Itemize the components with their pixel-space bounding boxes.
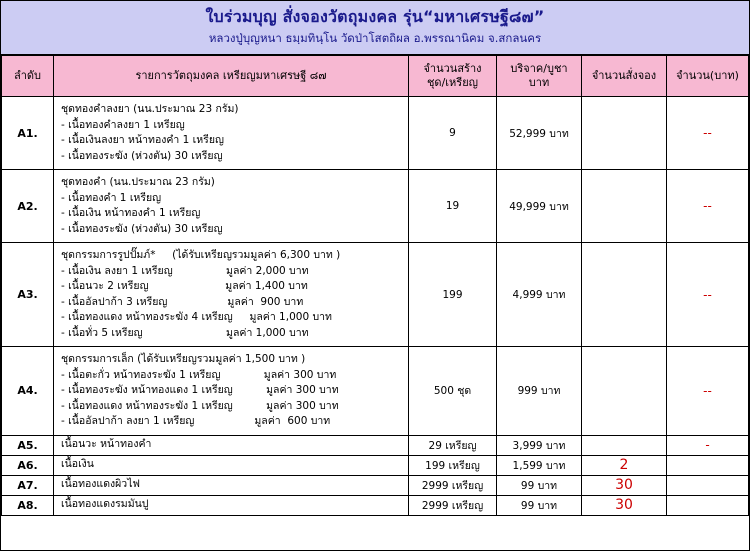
- row-description: [54, 475, 409, 495]
- description-line: - เนื้อเงิน ลงยา 1 เหรียญ มูลค่า 2,000 บาท: [61, 264, 309, 277]
- row-quantity-made: 2999 เหรียญ: [409, 475, 497, 495]
- row-amount[interactable]: [667, 475, 749, 495]
- row-price: 4,999 บาท: [497, 243, 582, 347]
- description-line: เนื้อนวะ หน้าทองคำ: [61, 438, 152, 451]
- row-number: A8.: [2, 495, 54, 515]
- page-subtitle: หลวงปู่บุญหนา ธมฺมทินฺโน วัดป่าโสตถิผล อ.พรรณานิคม จ.สกลนคร: [208, 31, 542, 45]
- row-order-count[interactable]: 2: [582, 455, 667, 475]
- description-line: - เนื้อตะกั่ว หน้าทองระฆัง 1 เหรียญ มูลค่า 300 บาท: [61, 368, 337, 381]
- row-description: [54, 455, 409, 475]
- row-price: 99 บาท: [497, 475, 582, 495]
- row-description: [54, 243, 409, 347]
- column-header-no: ลำดับ: [2, 56, 54, 97]
- row-description: [54, 347, 409, 436]
- row-number: A3.: [2, 243, 54, 347]
- row-price: 999 บาท: [497, 347, 582, 436]
- description-line: - เนื้อทองระฆัง (ห่วงตัน) 30 เหรียญ: [61, 149, 223, 162]
- column-header-description: รายการวัตถุมงคล เหรียญมหาเศรษฐี ๘๗: [54, 56, 409, 97]
- column-header-price-line2: บาท: [528, 76, 550, 89]
- row-description: [54, 435, 409, 455]
- row-number: A4.: [2, 347, 54, 436]
- row-amount[interactable]: --: [667, 97, 749, 170]
- row-order-count[interactable]: [582, 170, 667, 243]
- table-header: [2, 56, 749, 97]
- description-line: ชุดทองคำลงยา (นน.ประมาณ 23 กรัม): [61, 103, 239, 115]
- description-line: ชุดกรรมการเล็ก (ได้รับเหรียญรวมมูลค่า 1,500 บาท ): [61, 353, 306, 365]
- description-line: - เนื้อนวะ 2 เหรียญ มูลค่า 1,400 บาท: [61, 280, 308, 292]
- column-header-quantity-made: [409, 56, 497, 97]
- column-header-amount: จำนวน(บาท): [667, 56, 749, 97]
- column-header-quantity-made-line2: ชุด/เหรียญ: [426, 76, 479, 89]
- table-row: [2, 475, 749, 495]
- table-body: [2, 97, 749, 516]
- row-quantity-made: 199 เหรียญ: [409, 455, 497, 475]
- row-price: 3,999 บาท: [497, 435, 582, 455]
- table-row: [2, 243, 749, 347]
- order-table: [1, 55, 749, 516]
- column-header-quantity-made-line1: จำนวนสร้าง: [423, 62, 482, 75]
- row-amount[interactable]: --: [667, 170, 749, 243]
- row-number: A7.: [2, 475, 54, 495]
- row-quantity-made: 19: [409, 170, 497, 243]
- table-row: [2, 97, 749, 170]
- column-header-price-line1: บริจาค/บูชา: [510, 62, 568, 75]
- description-line: - เนื้อทองคำลงยา 1 เหรียญ: [61, 118, 185, 131]
- row-number: A2.: [2, 170, 54, 243]
- description-line: เนื้อทองแดงผิวไฟ: [61, 478, 140, 491]
- row-quantity-made: 9: [409, 97, 497, 170]
- table-row: [2, 455, 749, 475]
- row-amount[interactable]: [667, 495, 749, 515]
- row-price: 99 บาท: [497, 495, 582, 515]
- description-line: เนื้อทองแดงรมมันปู: [61, 498, 149, 511]
- row-number: A5.: [2, 435, 54, 455]
- row-description: [54, 495, 409, 515]
- row-amount[interactable]: --: [667, 347, 749, 436]
- row-order-count[interactable]: 30: [582, 475, 667, 495]
- description-line: - เนื้อทองแดง หน้าทองระฆัง 4 เหรียญ มูลค่า 1,000 บาท: [61, 311, 332, 323]
- description-line: - เนื้อทองระฆัง หน้าทองแดง 1 เหรียญ มูลค่า 300 บาท: [61, 384, 339, 396]
- description-line: ชุดกรรมการรูปปั๊มภ์* (ได้รับเหรียญรวมมูลค่า 6,300 บาท ): [61, 249, 341, 261]
- description-line: ชุดทองคำ (นน.ประมาณ 23 กรัม): [61, 176, 215, 188]
- row-amount[interactable]: [667, 455, 749, 475]
- description-line: - เนื้อทองระฆัง (ห่วงตัน) 30 เหรียญ: [61, 222, 223, 235]
- row-quantity-made: 199: [409, 243, 497, 347]
- row-price: 1,599 บาท: [497, 455, 582, 475]
- table-header-row: [2, 56, 749, 97]
- row-quantity-made: 2999 เหรียญ: [409, 495, 497, 515]
- column-header-order-count: จำนวนสั่งจอง: [582, 56, 667, 97]
- row-order-count[interactable]: [582, 435, 667, 455]
- row-order-count[interactable]: [582, 243, 667, 347]
- table-row: [2, 170, 749, 243]
- form-header: [1, 1, 749, 55]
- row-price: 52,999 บาท: [497, 97, 582, 170]
- description-line: - เนื้อเงินลงยา หน้าทองคำ 1 เหรียญ: [61, 134, 224, 146]
- row-order-count[interactable]: [582, 347, 667, 436]
- description-line: - เนื้อทองแดง หน้าทองระฆัง 1 เหรียญ มูลค่า 300 บาท: [61, 399, 339, 412]
- row-order-count[interactable]: 30: [582, 495, 667, 515]
- description-line: - เนื้ออัลปาก้า ลงยา 1 เหรียญ มูลค่า 600 บาท: [61, 415, 331, 427]
- row-order-count[interactable]: [582, 97, 667, 170]
- description-line: เนื้อเงิน: [61, 458, 94, 471]
- description-line: - เนื้อเงิน หน้าทองคำ 1 เหรียญ: [61, 207, 201, 219]
- row-description: [54, 170, 409, 243]
- row-quantity-made: 29 เหรียญ: [409, 435, 497, 455]
- row-quantity-made: 500 ชุด: [409, 347, 497, 436]
- description-line: - เนื้ออัลปาก้า 3 เหรียญ มูลค่า 900 บาท: [61, 295, 304, 308]
- row-amount[interactable]: -: [667, 435, 749, 455]
- row-amount[interactable]: --: [667, 243, 749, 347]
- row-price: 49,999 บาท: [497, 170, 582, 243]
- row-number: A6.: [2, 455, 54, 475]
- description-line: - เนื้อทั่ว 5 เหรียญ มูลค่า 1,000 บาท: [61, 326, 309, 339]
- row-number: A1.: [2, 97, 54, 170]
- table-row: [2, 495, 749, 515]
- table-row: [2, 347, 749, 436]
- page-title: ใบร่วมบุญ สั่งจองวัตถุมงคล รุ่น“มหาเศรษฐี๘๗”: [205, 7, 545, 26]
- description-line: - เนื้อทองคำ 1 เหรียญ: [61, 191, 162, 204]
- row-description: [54, 97, 409, 170]
- column-header-price: [497, 56, 582, 97]
- table-row: [2, 435, 749, 455]
